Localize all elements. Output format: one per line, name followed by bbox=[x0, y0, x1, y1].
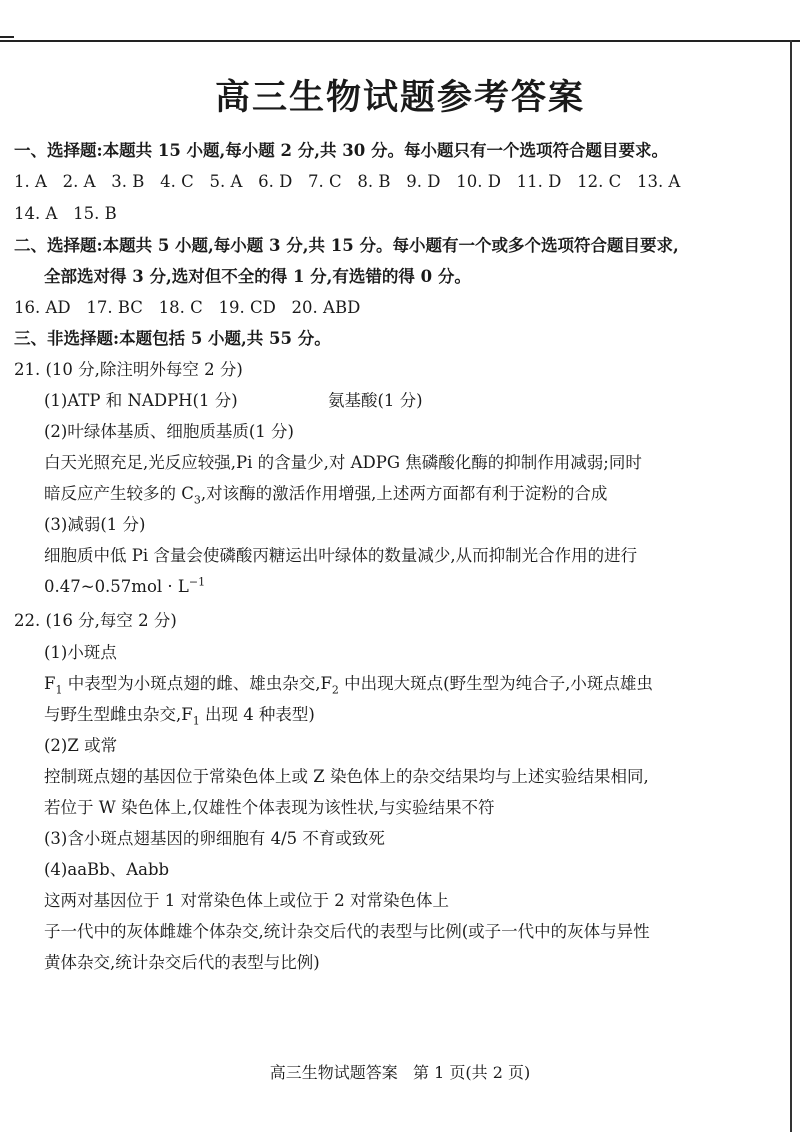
section1-answers-row1: 1. A 2. A 3. B 4. C 5. A 6. D 7. C 8. B 9. D 10. D 11. D 12. C 13. A bbox=[14, 172, 681, 191]
q22-part4-answer: (4)aaBb、Aabb bbox=[44, 860, 170, 879]
q22-part4-explanation-line2: 子一代中的灰体雌雄个体杂交,统计杂交后代的表型与比例(或子一代中的灰体与异性 bbox=[44, 922, 650, 941]
page-footer: 高三生物试题答案 第 1 页(共 2 页) bbox=[269, 1063, 531, 1082]
page-title: 高三生物试题参考答案 bbox=[214, 77, 585, 118]
section2-answers: 16. AD 17. BC 18. C 19. CD 20. ABD bbox=[14, 298, 361, 317]
right-border-line bbox=[790, 40, 792, 1132]
q21-part3-explanation: 细胞质中低 Pi 含量会使磷酸丙糖运出叶绿体的数量减少,从而抑制光合作用的进行 bbox=[44, 546, 638, 565]
top-border-line bbox=[0, 40, 800, 42]
section3-header: 三、非选择题:本题包括 5 小题,共 55 分。 bbox=[14, 329, 331, 348]
q22-part1-explanation-line2: 与野生型雌虫杂交$,F_1$ 出现 4 种表型) bbox=[44, 705, 315, 728]
section2-header-line1: 二、选择题:本题共 5 小题,每小题 3 分,共 15 分。每小题有一个或多个选项符合题目要求, bbox=[14, 236, 679, 255]
q22-heading: 22. (16 分,每空 2 分) bbox=[14, 611, 177, 630]
q21-part3-answer: (3)减弱(1 分) bbox=[44, 515, 146, 534]
q21-part3-value: 0.47~0.57mol · $L^{-1}$ bbox=[44, 575, 206, 596]
q22-part2-answer: (2)Z 或常 bbox=[44, 736, 118, 755]
q22-part2-explanation-line1: 控制斑点翅的基因位于常染色体上或 Z 染色体上的杂交结果均与上述实验结果相同, bbox=[44, 767, 649, 786]
section2-header-line2: 全部选对得 3 分,选对但不全的得 1 分,有选错的得 0 分。 bbox=[44, 267, 471, 286]
q21-heading: 21. (10 分,除注明外每空 2 分) bbox=[14, 360, 243, 379]
q21-part2-answer: (2)叶绿体基质、细胞质基质(1 分) bbox=[44, 422, 294, 441]
top-edge-mark bbox=[0, 36, 14, 38]
q22-part4-explanation-line1: 这两对基因位于 1 对常染色体上或位于 2 对常染色体上 bbox=[44, 891, 449, 910]
q21-part1-answer-b: 氨基酸(1 分) bbox=[328, 391, 423, 410]
q22-part4-explanation-line3: 黄体杂交,统计杂交后代的表型与比例) bbox=[44, 953, 320, 972]
q22-part1-explanation-line1: $F_1$ 中表型为小斑点翅的雌、雄虫杂交$,F_2$ 中出现大斑点(野生型为纯合子,小斑点雄虫 bbox=[44, 674, 653, 697]
q22-part2-explanation-line2: 若位于 W 染色体上,仅雄性个体表现为该性状,与实验结果不符 bbox=[44, 798, 495, 817]
section1-header: 一、选择题:本题共 15 小题,每小题 2 分,共 30 分。每小题只有一个选项符合题目要求。 bbox=[14, 141, 668, 160]
q22-part3-answer: (3)含小斑点翅基因的卵细胞有 4/5 不育或致死 bbox=[44, 829, 385, 848]
q21-part1-answer-a: (1)ATP 和 NADPH(1 分) bbox=[44, 391, 238, 410]
q22-part1-answer: (1)小斑点 bbox=[44, 643, 117, 662]
q21-part2-explanation-line1: 白天光照充足,光反应较强,Pi 的含量少,对 ADPG 焦磷酸化酶的抑制作用减弱;同时 bbox=[44, 453, 642, 472]
q21-part2-explanation-line2: 暗反应产生较多的 $C_3$,对该酶的激活作用增强,上述两方面都有利于淀粉的合成 bbox=[44, 484, 608, 507]
section1-answers-row2: 14. A 15. B bbox=[14, 204, 117, 223]
